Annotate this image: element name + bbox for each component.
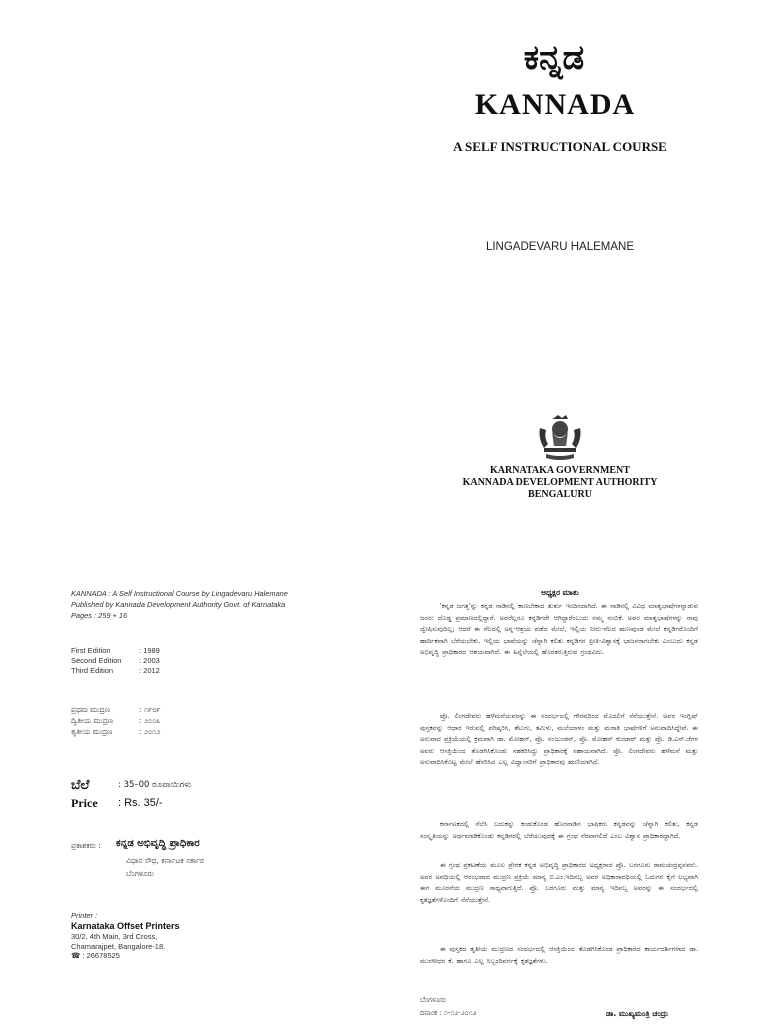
edition-label: First Edition: [71, 646, 111, 655]
book-description: [71, 588, 371, 621]
author-name: LINGADEVARU HALEMANE: [485, 241, 635, 253]
price-label: Price: [71, 796, 98, 810]
edition-value: : 2003: [139, 656, 160, 665]
desc-line: Published by Kannada Development Authority Govt. of Karnataka: [71, 600, 286, 609]
subtitle: A SELF INSTRUCTIONAL COURSE: [453, 139, 667, 154]
karnataka-emblem-icon: [534, 414, 586, 462]
foreword-paragraph: ಈ ಪುಸ್ತಕದ ತೃತೀಯ ಮುದ್ರಣದ ಸಂದರ್ಭದಲ್ಲಿ ಆಸಕ್ತಿಯಿಂದ ತೊಡಗಿಸಿಕೊಂಡ ಪ್ರಾಧಿಕಾರದ ಕಾರ್ಯದರ್ಶಿಗಳಾದ ಡಾ. ಮುರಳೀಧರ ಕೆ. ಹಾಗೂ ಎಲ್ಲ ಸಿಬ್ಬಂದಿವರ್ಗಕ್ಕೆ ಕೃತಜ್ಞತೆಗಳು.: [420, 945, 698, 965]
printer-label: Printer :: [71, 911, 98, 920]
printer-name: Karnataka Offset Printers: [71, 921, 180, 931]
title-kannada: ಕನ್ನಡ: [523, 38, 585, 78]
foreword-place: ಬೆಂಗಳೂರು: [420, 996, 447, 1004]
edition-row: [71, 656, 160, 666]
foreword-paragraph: ಈ ಗ್ರಂಥ ಪ್ರಕಟಣೆಯ ಮೂಲ ಪ್ರೇರಕ ಕನ್ನಡ ಅಭಿವೃದ್ಧಿ ಪ್ರಾಧಿಕಾರದ ಅಧ್ಯಕ್ಷರಾದ ಪ್ರೊ. ಬರಗೂರು ರಾಮಚಂದ್ರಪ್ಪನವರು. ಅವರ ಅವಧಿಯಲ್ಲಿ ಆರಂಭವಾದ ಮುದ್ರಣ ಪ್ರಕ್ರಿಯೆ ಮಾನ್ಯ ಬಿ.ಎಂ.ಇದಿನಬ್ಬ ಅವರ ಅಧಿಕಾರಾವಧಿಯಲ್ಲಿ ಓದುಗರ ಕೈಗೆ ಲಭ್ಯವಾಗಿ ಈಗ ಮೂರನೆಯ ಮುದ್ರಣ ಸಾಧ್ಯವಾಗುತ್ತಿದೆ. ಪ್ರೊ. ಬರಗೂರು ಮತ್ತು ಮಾನ್ಯ ಇದಿನಬ್ಬ ಅವರನ್ನು ಈ ಸಂದರ್ಭದಲ್ಲಿ ಕೃತಜ್ಞತೆಗಳೊಂದಿಗೆ ನೆನೆಯುತ್ತೇನೆ.: [420, 861, 698, 904]
edition-label: Third Edition: [71, 666, 114, 675]
kn-edition-label: ಪ್ರಥಮ ಮುದ್ರಣ: [71, 705, 110, 714]
publisher-address-line: ವಿಧಾನ ಸೌಧ, ಕರ್ನಾಟಕ ಸರ್ಕಾರ: [126, 856, 204, 865]
kn-edition-value: : ೨೦೧೨: [139, 727, 161, 736]
foreword-title: ಅಧ್ಯಕ್ಷರ ಮಾತು: [541, 588, 579, 597]
editions-list: [71, 646, 160, 676]
title-english: KANNADA: [474, 88, 636, 121]
edition-row: [71, 646, 160, 656]
kn-edition-label: ತೃತೀಯ ಮುದ್ರಣ: [71, 727, 113, 736]
publisher-name: ಕನ್ನಡ ಅಭಿವೃದ್ಧಿ ಪ್ರಾಧಿಕಾರ: [116, 838, 200, 849]
foreword-signatory: ಡಾ. ಮುಖ್ಯಮಂತ್ರಿ ಚಂದ್ರು: [606, 1009, 669, 1018]
publisher-city: ಬೆಂಗಳೂರು: [126, 869, 155, 878]
printer-address: [71, 932, 231, 961]
kn-edition-row: [71, 715, 160, 726]
organization-block: [430, 465, 690, 501]
foreword-paragraph: ಪ್ರೊ. ಲಿಂಗದೇವರು ಹಳೆಮನೆಯವರನ್ನು ಈ ಸಂದರ್ಭದಲ್ಲಿ ಗೌರವದಿಂದ ಮೊದಲಿಗೆ ನೆನೆಯುತ್ತೇನೆ. ಅವರ ಇಂಗ್ಲಿಷ್ ಪುಸ್ತಕವನ್ನು ಆಧಾರ ಇರುವಲ್ಲಿ ಪರಿಷ್ಕರಿಸಿ, ತೆಲುಗು, ತಮಿಳು, ಮಲೆಯಾಳಂ ಮತ್ತು ಮರಾಠಿ ಭಾಷೆಗಳಿಗೆ ಅನುವಾದಿಸಿದ್ದೇವೆ. ಈ ಅನುವಾದ ಪ್ರಕ್ರಿಯೆಯಲ್ಲಿ ಕ್ರಮವಾಗಿ ಡಾ. ಮೋಹನ್, ಪ್ರೊ. ನಂಜುಂಡನ್, ಪ್ರೊ. ಮೋಹನ್ ಕುಂಟಾರ್ ಮತ್ತು ಪ್ರೊ. ಡಿ.ಎಸ್.ಜೆಗಳ ಅವರು ಆಸಕ್ತಿಯಿಂದ ತೊಡಗಿಸಿಕೊಂಡು ಸಹಕರಿಸಿದ್ದು ಪ್ರಾಧಿಕಾರಕ್ಕೆ ಸಹಾಯವಾಗಿದೆ. ಪ್ರೊ. ಲಿಂಗದೇವರು ಹಳೆಮನೆ ಮತ್ತು ಅನುವಾದಿಸಿಕೊಟ್ಟ ಮೇಲೆ ಹೆಸರಿಸಿದ ಎಲ್ಲ ವಿದ್ವಾಂಸರಿಗೆ ಪ್ರಾಧಿಕಾರವು ಋಣಿಯಾಗಿದೆ.: [420, 712, 698, 767]
kn-edition-value: : ೨೦೦೩: [139, 716, 161, 725]
edition-row: [71, 666, 160, 676]
printer-phone: ☎ : 26678525: [71, 951, 120, 960]
price-label-kannada: ಬೆಲೆ: [71, 778, 90, 793]
edition-value: : 1989: [139, 646, 160, 655]
kn-edition-row: [71, 726, 160, 737]
edition-label: Second Edition: [71, 656, 122, 665]
kn-edition-label: ದ್ವಿತೀಯ ಮುದ್ರಣ: [71, 716, 114, 725]
price-value-kannada: : 35–00 ರೂಪಾಯಿಗಳು: [118, 780, 192, 790]
foreword-date: ದಿನಾಂಕ : ೧-೧೨-೨೦೧೨: [420, 1009, 477, 1017]
org-line-authority: KANNADA DEVELOPMENT AUTHORITY: [462, 477, 658, 488]
kannada-editions-list: [71, 704, 160, 737]
foreword-paragraph: ಕರ್ನಾಟಕದಲ್ಲಿ ನೆಲೆಸಿ ಬದುಕನ್ನು ಕಂಡುಕೊಂಡ ಹೊರನಾಡಿನ ಭಾಷಿಕರು ಕನ್ನಡವನ್ನು ಚೆನ್ನಾಗಿ ಕಲಿತು, ಕನ್ನಡ ಸಂಸ್ಕೃತಿಯನ್ನು ಅರ್ಥಮಾಡಿಕೊಂಡು ಕನ್ನಡಿಗರಲ್ಲಿ ಬೆರೆಯುವುದಕ್ಕೆ ಈ ಗ್ರಂಥ ನೆರವಾಗಲಿದೆ ಎಂಬ ವಿಶ್ವಾಸ ಪ್ರಾಧಿಕಾರದ್ದಾಗಿದೆ.: [420, 820, 698, 840]
org-line-government: KARNATAKA GOVERNMENT: [490, 465, 630, 476]
foreword-paragraph: 'ಕನ್ನಡ ಜಗತ್ತ'ನ್ನು ಕನ್ನಡ ನಾಡಿನಲ್ಲಿ ಕಾಣಬೇಕಾದ ತುರ್ತು ಇಂದಿನದಾಗಿದೆ. ಈ ನಾಡಿನಲ್ಲಿ ವಿವಿಧ ಮಾತೃಭಾಷೆಗಳನ್ನಾಡುವ ಜನರು ದೊಡ್ಡ ಪ್ರಮಾಣದಲ್ಲಿದ್ದಾರೆ. ಅವರೆಲ್ಲರೂ ಕನ್ನಡಿಗರೇ ಆಗಿದ್ದಾರೆಂಬುದು ನಮ್ಮ ನಂಬಿಕೆ. ಅವರ ಮಾತೃಭಾಷೆಗಳನ್ನು ನಾವು ದ್ವೇಷಿಸುವುದಿಲ್ಲ; ಆದರೆ ಈ ನೆಲದಲ್ಲಿ ಅನ್ನ-ಆಶ್ರಯ ಪಡೆದ ಮೇಲೆ, ಇಲ್ಲಿಯ ನೀರು-ನೆಲದ ಋಣವುಂಡ ಮೇಲೆ ಕನ್ನಡಿಗರೊಂದಿಗೆ ಹಾರ್ದಿಕವಾಗಿ ಬೆರೆಯಬೇಕು. ಇಲ್ಲಿಯ ಭಾಷೆಯನ್ನು ಚೆನ್ನಾಗಿ ಕಲಿತು ಕನ್ನಡಿಗರ ಪ್ರೀತಿ-ವಿಶ್ವಾಸಕ್ಕೆ ಭಾಜನರಾಗಬೇಕು ಎಂಬುದು ಕನ್ನಡ ಅಭಿವೃದ್ಧಿ ಪ್ರಾಧಿಕಾರದ ಆಶಯವಾಗಿದೆ. ಈ ಹಿನ್ನೆಲೆಯಲ್ಲಿ ಹೊರತರುತ್ತಿರುವ ಗ್ರಂಥವಿದು.: [420, 602, 698, 657]
price-value: : Rs. 35/-: [118, 797, 163, 809]
kn-edition-row: [71, 704, 160, 715]
printer-address-line: Chamarajpet, Bangalore-18.: [71, 941, 166, 951]
publisher-label: ಪ್ರಕಾಶಕರು :: [71, 841, 101, 850]
desc-line: Pages : 259 + 16: [71, 611, 128, 620]
kn-edition-value: : ೧೯೮೯: [139, 705, 161, 714]
org-line-city: BENGALURU: [528, 489, 592, 500]
edition-value: : 2012: [139, 666, 160, 675]
printer-address-line: 30/2, 4th Main, 3rd Cross,: [71, 932, 158, 941]
desc-line: KANNADA : A Self Instructional Course by Lingadevaru Halemane: [71, 589, 288, 598]
